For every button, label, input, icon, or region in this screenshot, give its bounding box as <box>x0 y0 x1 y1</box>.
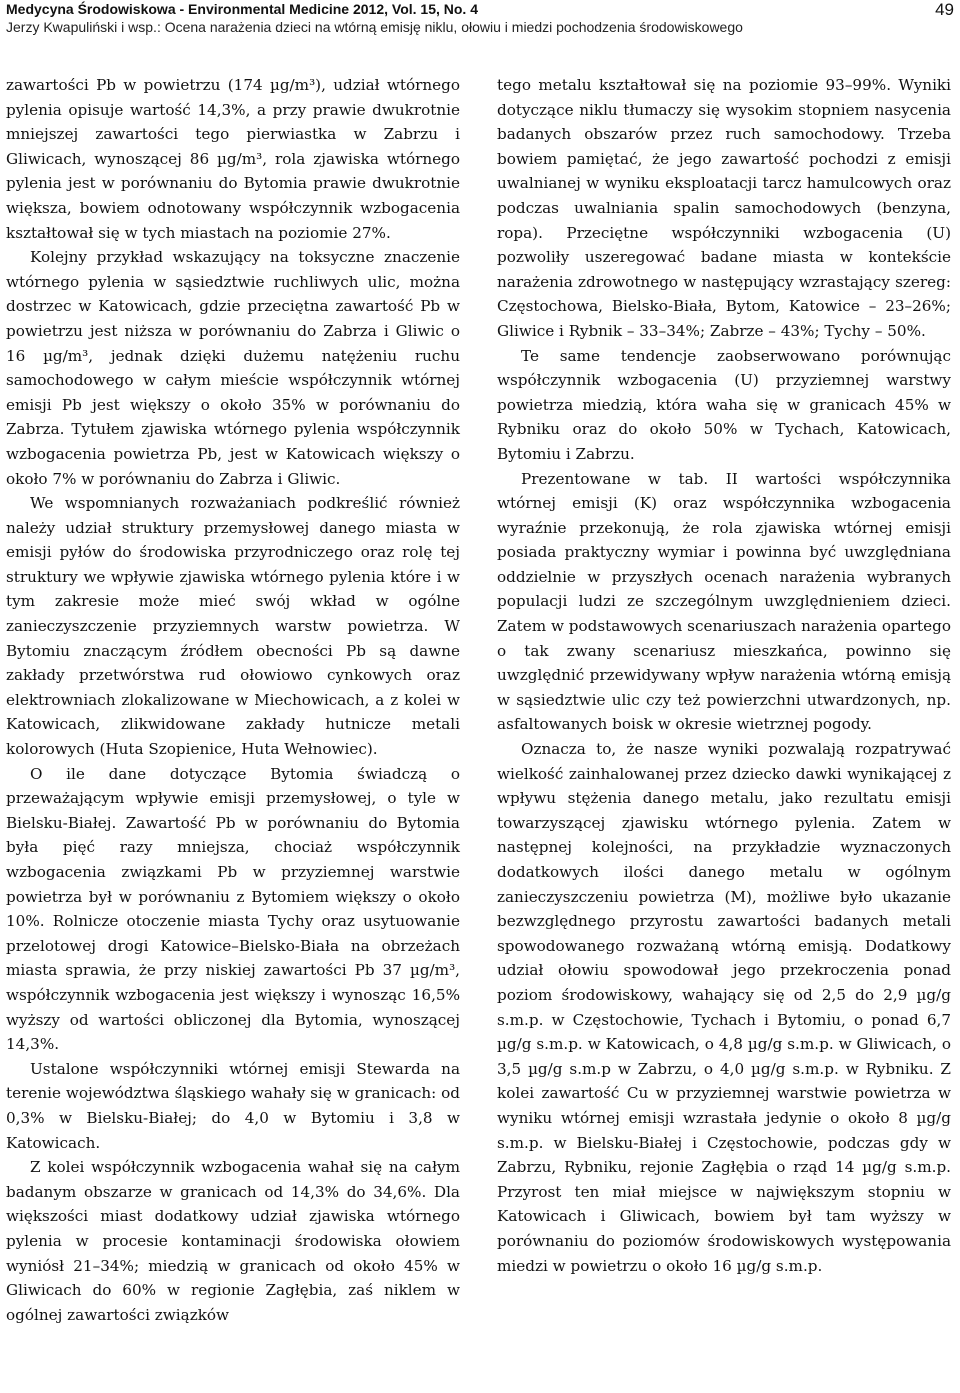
paragraph: zawartości Pb w powietrzu (174 µg/m³), udział wtórnego pylenia opisuje wartość 14,3%, a przy prawie dwukrotnie mniejszej zawartości tego pierwiastka w Zabrzu i Gliwicach, wynoszącej 86 µg/m³, rola zjawiska wtórnego pylenia jest w porównaniu do Bytomia prawie dwukrotnie większa, bowiem odnotowany współczynnik wzbogacenia kształtował się w tych miastach na poziomie 27%. <box>6 76 460 242</box>
paragraph: We wspomnianych rozważaniach podkreślić również należy udział struktury przemysłowej danego miasta w emisji pyłów do środowiska przyrodniczego oraz rolę tej struktury we wpływie zjawiska wtórnego pylenia które i w tym zakresie może mieć swój wkład w ogólne zanieczyszczenie przyziemnych warstw powietrza. W Bytomiu znaczącym źródłem obecności Pb są dawne zakłady przetwórstwa rud ołowiowo cynkowych oraz elektrowniach zlokalizowane w Miechowicach, a z kolei w Katowicach, zlikwidowane zakłady hutnicze metali kolorowych (Huta Szopienice, Huta Wełnowiec). <box>6 494 460 759</box>
left-column <box>6 73 460 1327</box>
journal-header: Medycyna Środowiskowa - Environmental Medicine 2012, Vol. 15, No. 4 <box>6 1 478 17</box>
paragraph: Ustalone współczynniki wtórnej emisji Stewarda na terenie województwa śląskiego wahały się w granicach: od 0,3% w Bielsku-Białej; do 4,0 w Bytomiu i 3,8 w Katowicach. <box>6 1059 460 1152</box>
paragraph: Te same tendencje zaobserwowano porównując współczynnik wzbogacenia (U) przyziemnej warstwy powietrza miedzią, która waha się w granicach 45% w Rybniku oraz do około 50% w Tychach, Katowicach, Bytomiu i Zabrzu. <box>497 346 951 463</box>
right-column <box>497 73 951 1278</box>
paragraph: O ile dane dotyczące Bytomia świadczą o przeważającym wpływie emisji przemysłowej, o tyle w Bielsku-Białej. Zawartość Pb w porównaniu do Bytomia była pięć razy mniejsza, chociaż współczynnik wzbogacenia związkami Pb w przyziemnej warstwie powietrza był w porównaniu z Bytomiem większy o około 10%. Rolnicze otoczenie miasta Tychy oraz usytuowanie przelotowej drogi Katowice–Bielsko-Biała na obrzeżach miasta sprawia, że przy niskiej zawartości Pb 37 µg/m³, współczynnik wzbogacenia jest większy i wynosząc 16,5% wyższy od wartości obliczonej dla Bytomia, wynoszącej 14,3%. <box>6 764 460 1054</box>
paragraph: Kolejny przykład wskazujący na toksyczne znaczenie wtórnego pylenia w sąsiedztwie ruchliwych ulic, można dostrzec w Katowicach, gdzie przeciętna zawartość Pb w powietrzu jest niższa w porównaniu do Zabrza i Gliwic o 16 µg/m³, jednak dzięki dużemu natężeniu ruchu samochodowego w całym mieście współczynnik wtórnej emisji Pb jest większy o około 35% w porównaniu do Zabrza. Tytułem zjawiska wtórnego pylenia współczynnik wzbogacenia powietrza Pb, jest w Katowicach większy o około 7% w porównaniu do Zabrza i Gliwic. <box>6 248 460 488</box>
page-number: 49 <box>935 0 954 19</box>
paragraph: tego metalu kształtował się na poziomie 93–99%. Wyniki dotyczące niklu tłumaczy się wysokim stopniem nasycenia badanych obszarów przez ruch samochodowy. Trzeba bowiem pamiętać, że jego zawartość pochodzi z emisji uwalnianej w wyniku eksploatacji tarcz hamulcowych oraz podczas uwalniania spalin samochodowych (benzyna, ropa). Przeciętne współczynniki wzbogacenia (U) pozwoliły uszeregować badane miasta w kontekście narażenia zdrowotnego w następujący wzrastający szereg: Częstochowa, Bielsko-Biała, Bytom, Katowice – 23–26%; Gliwice i Rybnik – 33–34%; Zabrze – 43%; Tychy – 50%. <box>497 76 951 340</box>
paragraph: Z kolei współczynnik wzbogacenia wahał się na całym badanym obszarze w granicach od 14,3% do 34,6%. Dla większości miast dodatkowy udział zjawiska wtórnego pylenia w procesie kontaminacji środowiska ołowiem wyniósł 21–34%; miedzią w granicach od około 45% w Gliwicach do 60% w regionie Zagłębia, zaś niklem w ogólnej zawartości związków <box>6 1158 460 1324</box>
paragraph: Prezentowane w tab. II wartości współczynnika wtórnej emisji (K) oraz współczynnika wzbogacenia wyraźnie przekonują, że rola zjawiska wtórnej emisji posiada praktyczny wymiar i powinna być uwzględniana oddzielnie w przyszłych ocenach narażenia wybranych populacji ludzi ze szczególnym uwzględnieniem dzieci. Zatem w podstawowych scenariuszach narażenia opartego o tak zwany scenariusz mieszkańca, powinno się uwzględnić przewidywany wpływ narażenia wtórną emisją w sąsiedztwie ulic czy też powierzchni utwardzonych, np. asfaltowanych boisk w okresie wietrznej pogody. <box>497 469 951 734</box>
paragraph: Oznacza to, że nasze wyniki pozwalają rozpatrywać wielkość zainhalowanej przez dziecko dawki wynikającej z wpływu stężenia danego metalu, jako rezultatu emisji towarzyszącej zjawisku wtórnego pylenia. Zatem w następnej kolejności, na przykładzie wyznaczonych dodatkowych ilości danego metalu w ogólnym zanieczyszczeniu powietrza (M), możliwe było ukazanie bezwzględnego przyrostu zawartości badanych metali spowodowanego rozważaną wtórną emisją. Dodatkowy udział ołowiu spowodował jego przekroczenia ponad poziom środowiskowy, wahający się od 2,5 do 2,9 µg/g s.m.p. w Częstochowie, Tychach i Bytomiu, o ponad 6,7 µg/g s.m.p. w Katowicach, o 4,8 µg/g s.m.p. w Gliwicach, o 3,5 µg/g s.m.p w Zabrzu, o 4,0 µg/g s.m.p. w Rybniku. Z kolei zawartość Cu w przyziemnej warstwie powietrza w wyniku wtórnej emisji wzrastała jedynie o około 8 µg/g s.m.p. w Bielsku-Białej i Częstochowie, podczas gdy w Zabrzu, Rybniku, rejonie Zagłębia o rząd 14 µg/g s.m.p. Przyrost ten miał miejsce w największym stopniu w Katowicach i Gliwicach, bowiem był tam wyższy w porównaniu do poziomów środowiskowych występowania miedzi w powietrzu o około 16 µg/g s.m.p. <box>497 740 951 1275</box>
running-title: Jerzy Kwapuliński i wsp.: Ocena narażenia dzieci na wtórną emisję niklu, ołowiu i miedzi pochodzenia środowiskowego <box>6 19 743 35</box>
